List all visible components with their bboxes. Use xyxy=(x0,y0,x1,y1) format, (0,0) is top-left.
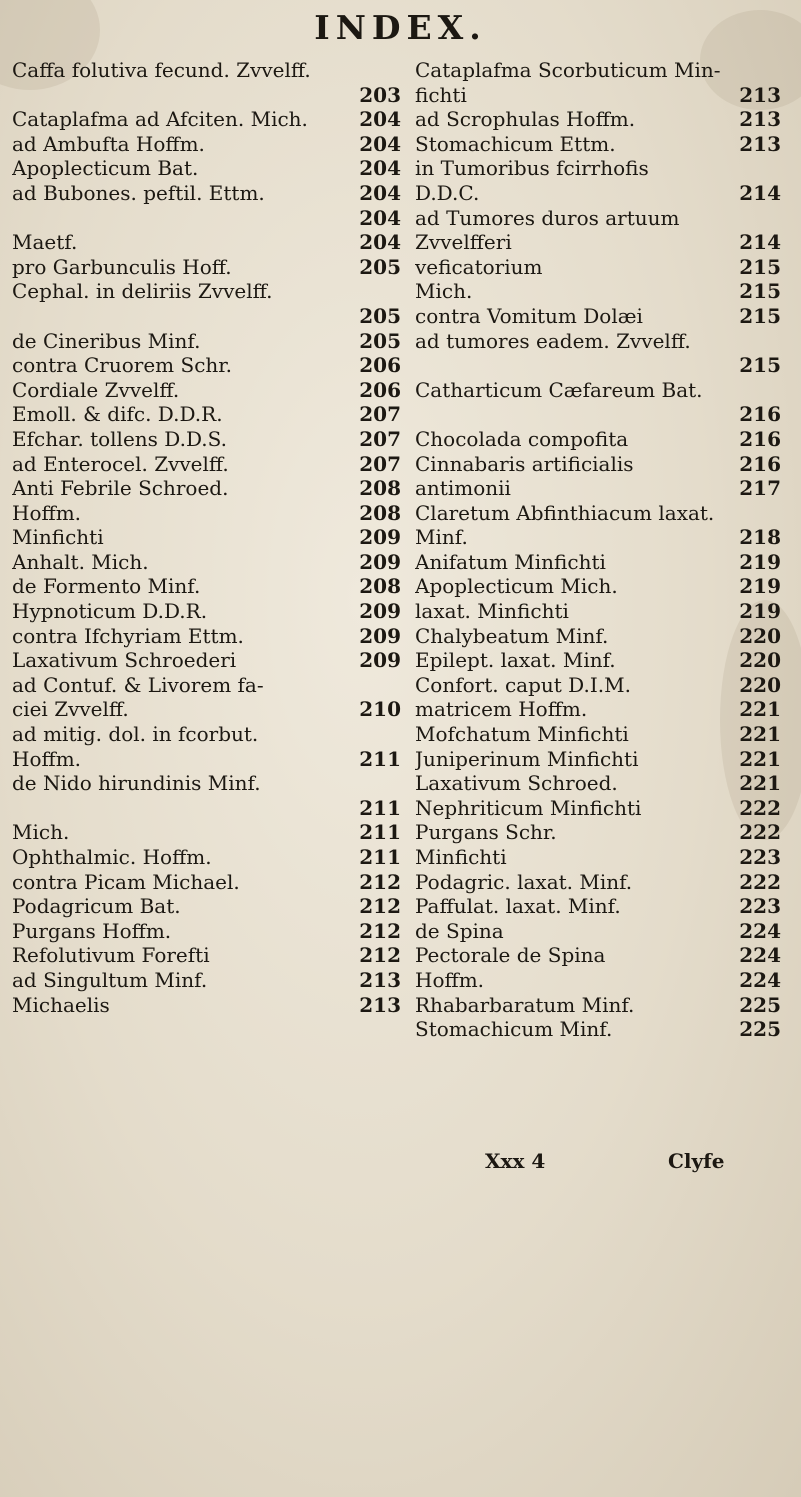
entry-page-number: 207 xyxy=(359,402,401,427)
index-entry xyxy=(12,230,407,255)
entry-text: Paffulat. laxat. Minf. xyxy=(415,894,621,919)
entry-text: Hoffm. xyxy=(12,746,82,771)
entry-page-number: 209 xyxy=(359,648,401,673)
index-entry xyxy=(12,206,407,231)
entry-text: Minfichti xyxy=(415,845,507,869)
entry-page-number: 215 xyxy=(739,353,781,378)
index-entry xyxy=(12,156,407,181)
entry-text: Ophthalmic. Hoffm. xyxy=(12,845,212,869)
entry-page-number: 220 xyxy=(739,648,781,673)
index-entry xyxy=(12,845,407,870)
entry-text: Anhalt. Mich. xyxy=(12,549,149,574)
entry-page-number: 207 xyxy=(359,426,401,451)
entry-text: Rhabarbaratum Minf. xyxy=(415,992,635,1017)
index-entry xyxy=(12,574,407,599)
index-entry xyxy=(12,427,407,452)
index-entry xyxy=(12,747,407,772)
entry-text: Refolutivum Forefti xyxy=(12,943,210,968)
entry-page-number: 216 xyxy=(739,402,781,427)
index-column-right xyxy=(415,58,787,1042)
entry-text: Pectorale de Spina xyxy=(415,943,606,968)
entry-text: antimonii xyxy=(415,476,511,501)
index-entry xyxy=(12,624,407,649)
index-entry xyxy=(12,132,407,157)
index-entry xyxy=(12,550,407,575)
entry-text: matricem Hoffm. xyxy=(415,697,588,722)
entry-page-number: 214 xyxy=(739,230,781,255)
entry-page-number: 204 xyxy=(359,180,401,205)
entry-page-number: 211 xyxy=(359,746,401,771)
entry-page-number: 204 xyxy=(359,230,401,255)
index-entry xyxy=(415,943,787,968)
index-entry xyxy=(415,279,787,304)
entry-page-number: 224 xyxy=(739,943,781,968)
index-entry xyxy=(415,919,787,944)
entry-page-number: 204 xyxy=(359,107,401,132)
entry-page-number: 204 xyxy=(359,131,401,156)
entry-page-number: 209 xyxy=(359,599,401,624)
index-entry xyxy=(415,993,787,1018)
index-entry xyxy=(415,968,787,993)
index-entry xyxy=(415,525,787,550)
index-entry xyxy=(12,83,407,108)
entry-page-number: 212 xyxy=(359,869,401,894)
entry-text: Caffa folutiva fecund. Zvvelff. xyxy=(12,58,311,82)
entry-text: ad Ambufta Hoffm. xyxy=(12,131,205,156)
entry-text: Hoffm. xyxy=(12,500,82,525)
entry-text: de Nido hirundinis Minf. xyxy=(12,771,261,796)
entry-page-number: 209 xyxy=(359,525,401,550)
entry-page-number: 213 xyxy=(739,131,781,156)
entry-page-number: 214 xyxy=(739,180,781,205)
index-entry xyxy=(415,378,787,403)
entry-text: Confort. caput D.I.M. xyxy=(415,672,631,697)
index-entry xyxy=(12,796,407,821)
index-entry xyxy=(12,993,407,1018)
index-entry xyxy=(12,353,407,378)
entry-text: Maetf. xyxy=(12,230,78,255)
entry-text: Zvvelfferi xyxy=(415,230,512,255)
index-entry xyxy=(12,771,407,796)
entry-text: D.D.C. xyxy=(415,180,480,205)
entry-text: Nephriticum Minfichti xyxy=(415,795,642,820)
entry-text: Stomachicum Ettm. xyxy=(415,131,616,156)
entry-page-number: 224 xyxy=(739,918,781,943)
entry-text: Hoffm. xyxy=(415,967,485,992)
index-entry xyxy=(415,83,787,108)
index-entry xyxy=(415,58,787,83)
entry-text: fichti xyxy=(415,82,467,107)
entry-text: contra Cruorem Schr. xyxy=(12,353,233,378)
entry-page-number: 211 xyxy=(359,820,401,845)
index-entry xyxy=(415,501,787,526)
entry-page-number: 225 xyxy=(739,1017,781,1042)
entry-text: Laxativum Schroederi xyxy=(12,648,237,673)
entry-page-number: 222 xyxy=(739,820,781,845)
entry-page-number: 211 xyxy=(359,795,401,820)
index-entry xyxy=(12,525,407,550)
entry-page-number: 221 xyxy=(739,771,781,796)
index-entry xyxy=(12,501,407,526)
index-entry xyxy=(415,132,787,157)
entry-text: Chocolada compofita xyxy=(415,426,629,451)
entry-text: contra Vomitum Dolæi xyxy=(415,303,643,328)
index-entry xyxy=(12,279,407,304)
index-entry xyxy=(415,304,787,329)
entry-text: ad Scrophulas Hoffm. xyxy=(415,107,636,132)
entry-page-number: 221 xyxy=(739,722,781,747)
index-entry xyxy=(12,107,407,132)
index-entry xyxy=(415,156,787,181)
entry-page-number: 204 xyxy=(359,156,401,181)
entry-text: Epilept. laxat. Minf. xyxy=(415,648,616,673)
entry-text: de Cineribus Minf. xyxy=(12,328,201,353)
index-entry xyxy=(12,58,407,83)
index-entry xyxy=(415,747,787,772)
entry-page-number: 215 xyxy=(739,279,781,304)
entry-text: Minf. xyxy=(415,525,468,550)
entry-text: ad Enterocel. Zvvelff. xyxy=(12,451,229,476)
entry-page-number: 209 xyxy=(359,623,401,648)
entry-text: Claretum Abfinthiacum laxat. xyxy=(415,500,715,525)
index-entry xyxy=(415,624,787,649)
index-entry xyxy=(12,476,407,501)
index-column-left xyxy=(12,58,407,1017)
index-entry xyxy=(415,796,787,821)
entry-text: Mich. xyxy=(12,820,70,845)
entry-page-number: 210 xyxy=(359,697,401,722)
index-entry xyxy=(12,968,407,993)
index-entry xyxy=(12,329,407,354)
entry-text: contra Picam Michael. xyxy=(12,869,240,894)
index-entry xyxy=(415,107,787,132)
entry-page-number: 212 xyxy=(359,894,401,919)
entry-text: ad Contuf. & Livorem fa- xyxy=(12,672,264,697)
entry-text: Apoplecticum Mich. xyxy=(415,574,618,599)
index-entry xyxy=(12,722,407,747)
index-entry xyxy=(12,943,407,968)
index-entry xyxy=(415,181,787,206)
index-entry xyxy=(415,206,787,231)
entry-page-number: 206 xyxy=(359,377,401,402)
index-entry xyxy=(415,599,787,624)
entry-page-number: 225 xyxy=(739,992,781,1017)
index-entry xyxy=(12,378,407,403)
entry-page-number: 208 xyxy=(359,476,401,501)
entry-text: Cinnabaris artificialis xyxy=(415,451,634,476)
index-entry xyxy=(415,870,787,895)
index-entry xyxy=(415,353,787,378)
index-entry xyxy=(415,550,787,575)
entry-text: Podagricum Bat. xyxy=(12,894,181,919)
entry-text: Anifatum Minfichti xyxy=(415,549,606,574)
entry-page-number: 211 xyxy=(359,845,401,869)
catchword: Clyfe xyxy=(668,1149,725,1173)
entry-text: de Formento Minf. xyxy=(12,574,201,599)
entry-page-number: 219 xyxy=(739,599,781,624)
entry-text: Minfichti xyxy=(12,525,104,550)
entry-text: veficatorium xyxy=(415,254,543,279)
entry-page-number: 216 xyxy=(739,451,781,476)
index-entry xyxy=(12,402,407,427)
entry-text: contra Ifchyriam Ettm. xyxy=(12,623,244,648)
entry-text: Cataplafma Scorbuticum Min- xyxy=(415,58,721,82)
entry-page-number: 203 xyxy=(359,82,401,107)
index-entry xyxy=(12,304,407,329)
entry-text: de Spina xyxy=(415,918,504,943)
entry-text: Laxativum Schroed. xyxy=(415,771,618,796)
entry-text: Michaelis xyxy=(12,992,110,1017)
entry-page-number: 212 xyxy=(359,918,401,943)
index-entry xyxy=(12,648,407,673)
entry-page-number: 219 xyxy=(739,549,781,574)
entry-text: Hypnoticum D.D.R. xyxy=(12,599,208,624)
entry-page-number: 219 xyxy=(739,574,781,599)
entry-text: ad Singultum Minf. xyxy=(12,967,208,992)
index-entry xyxy=(12,255,407,280)
entry-text: ad tumores eadem. Zvvelff. xyxy=(415,328,691,353)
entry-text: Chalybeatum Minf. xyxy=(415,623,609,648)
index-entry xyxy=(12,697,407,722)
entry-text: Purgans Hoffm. xyxy=(12,918,172,943)
entry-text: ciei Zvvelff. xyxy=(12,697,129,722)
index-entry xyxy=(415,894,787,919)
index-entry xyxy=(12,894,407,919)
entry-page-number: 213 xyxy=(739,82,781,107)
entry-text: pro Garbunculis Hoff. xyxy=(12,254,232,279)
index-entry xyxy=(415,452,787,477)
index-entry xyxy=(415,673,787,698)
entry-page-number: 221 xyxy=(739,697,781,722)
index-entry xyxy=(415,771,787,796)
entry-page-number: 222 xyxy=(739,795,781,820)
index-entry xyxy=(415,820,787,845)
index-entry xyxy=(415,230,787,255)
entry-page-number: 220 xyxy=(739,672,781,697)
entry-text: Mich. xyxy=(415,279,473,304)
entry-text: Podagric. laxat. Minf. xyxy=(415,869,633,894)
index-entry xyxy=(415,648,787,673)
entry-page-number: 207 xyxy=(359,451,401,476)
entry-page-number: 223 xyxy=(739,894,781,919)
entry-text: in Tumoribus fcirrhofis xyxy=(415,156,649,181)
entry-text: Cephal. in deliriis Zvvelff. xyxy=(12,279,273,304)
entry-page-number: 205 xyxy=(359,303,401,328)
entry-page-number: 213 xyxy=(359,967,401,992)
entry-page-number: 223 xyxy=(739,845,781,869)
entry-page-number: 216 xyxy=(739,426,781,451)
entry-text: Catharticum Cæfareum Bat. xyxy=(415,377,703,402)
signature-mark: Xxx 4 xyxy=(485,1149,546,1173)
entry-text: Cataplafma ad Afciten. Mich. xyxy=(12,107,308,132)
entry-page-number: 215 xyxy=(739,303,781,328)
entry-text: Mofchatum Minfichti xyxy=(415,722,629,747)
index-entry xyxy=(415,574,787,599)
index-entry xyxy=(415,845,787,870)
entry-text: Purgans Schr. xyxy=(415,820,557,845)
entry-page-number: 213 xyxy=(739,107,781,132)
entry-page-number: 213 xyxy=(359,992,401,1017)
entry-text: Apoplecticum Bat. xyxy=(12,156,199,181)
entry-page-number: 212 xyxy=(359,943,401,968)
entry-page-number: 217 xyxy=(739,476,781,501)
index-entry xyxy=(12,452,407,477)
entry-text: Juniperinum Minfichti xyxy=(415,746,639,771)
entry-text: Cordiale Zvvelff. xyxy=(12,377,180,402)
entry-text: Emoll. & difc. D.D.R. xyxy=(12,402,223,427)
index-entry xyxy=(415,476,787,501)
index-entry xyxy=(12,599,407,624)
entry-page-number: 222 xyxy=(739,869,781,894)
page-title: INDEX. xyxy=(314,8,487,47)
index-entry xyxy=(12,820,407,845)
index-entry xyxy=(415,697,787,722)
entry-page-number: 221 xyxy=(739,746,781,771)
entry-page-number: 209 xyxy=(359,549,401,574)
entry-text: ad Tumores duros artuum xyxy=(415,205,680,230)
entry-page-number: 208 xyxy=(359,574,401,599)
index-entry xyxy=(415,722,787,747)
entry-text: Stomachicum Minf. xyxy=(415,1017,613,1042)
index-entry xyxy=(415,1017,787,1042)
index-entry xyxy=(12,181,407,206)
entry-page-number: 218 xyxy=(739,525,781,550)
entry-text: ad Bubones. peftil. Ettm. xyxy=(12,180,265,205)
index-entry xyxy=(12,919,407,944)
entry-page-number: 206 xyxy=(359,353,401,378)
entry-page-number: 208 xyxy=(359,500,401,525)
index-entry xyxy=(415,329,787,354)
entry-page-number: 205 xyxy=(359,328,401,353)
index-entry xyxy=(415,427,787,452)
index-entry xyxy=(12,673,407,698)
index-entry xyxy=(12,870,407,895)
entry-page-number: 220 xyxy=(739,623,781,648)
entry-page-number: 204 xyxy=(359,205,401,230)
entry-text: laxat. Minfichti xyxy=(415,599,569,624)
entry-page-number: 205 xyxy=(359,254,401,279)
entry-text: Efchar. tollens D.D.S. xyxy=(12,426,227,451)
entry-page-number: 215 xyxy=(739,254,781,279)
entry-text: Anti Febrile Schroed. xyxy=(12,476,229,501)
entry-text: ad mitig. dol. in fcorbut. xyxy=(12,722,259,747)
entry-page-number: 224 xyxy=(739,967,781,992)
index-entry xyxy=(415,402,787,427)
index-entry xyxy=(415,255,787,280)
